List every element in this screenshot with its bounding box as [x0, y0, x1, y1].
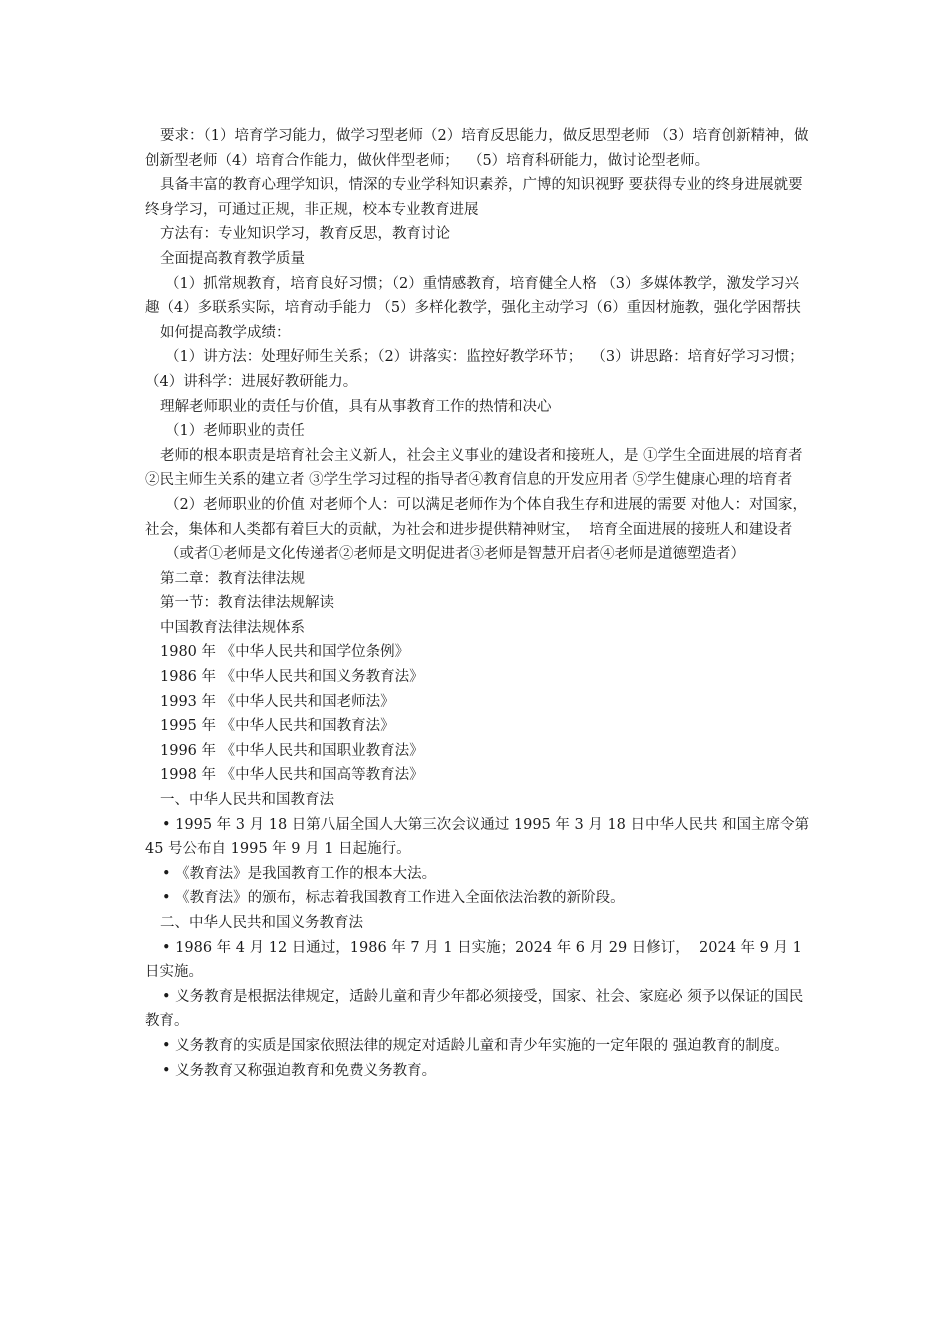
heading-chapter-2: 第二章：教育法律法规: [160, 570, 305, 587]
paragraph-quality-items: （1）抓常规教育，培育良好习惯；（2）重情感教育，培育健全人格 （3）多媒体教学，激发学习兴趣（4）多联系实际，培育动手能力 （5）多样化教学，强化主动学习（6）重因材施教，强化学困帮扶: [145, 275, 801, 317]
paragraph-responsibility: 老师的根本职责是培育社会主义新人，社会主义事业的建设者和接班人，是 ①学生全面进展的培育者②民主师生关系的建立者 ③学生学习过程的指导者④教育信息的开发应用者 ⑤学生健康心理的培育者: [145, 447, 803, 489]
bullet-item: • 《教育法》是我国教育工作的根本大法。: [162, 865, 437, 882]
heading-quality: 全面提高教育教学质量: [160, 250, 305, 267]
bullet-item: • 义务教育的实质是国家依照法律的规定对适龄儿童和青少年实施的一定年限的 强迫教育的制度。: [162, 1037, 789, 1054]
law-item: 1986 年 《中华人民共和国义务教育法》: [160, 669, 424, 686]
paragraph-value: （2）老师职业的价值 对老师个人：可以满足老师作为个体自我生存和进展的需要 对他人：对国家，社会，集体和人类都有着巨大的贡献，为社会和进步提供精神财宝， 培育全面进展的接班人和建设者: [145, 496, 807, 538]
bullet-item: • 1995 年 3 月 18 日第八届全国人大第三次会议通过 1995 年 3 月 18 日中华人民共 和国主席令第 45 号公布自 1995 年 9 月 1 日起施行。: [145, 816, 814, 858]
heading-compulsory-education-law: 二、中华人民共和国义务教育法: [160, 915, 363, 931]
paragraph-improve-items: （1）讲方法：处理好师生关系；（2）讲落实：监控好教学环节； （3）讲思路：培育好学习习惯；（4）讲科学：进展好教研能力。: [145, 349, 804, 390]
heading-education-law: 一、中华人民共和国教育法: [160, 792, 334, 809]
law-item: 1980 年 《中华人民共和国学位条例》: [160, 644, 410, 661]
document-page: [145, 124, 814, 1083]
paragraph-methods: 方法有：专业知识学习，教育反思，教育讨论: [160, 226, 450, 243]
law-item: 1998 年 《中华人民共和国高等教育法》: [160, 767, 424, 784]
heading-section-1: 第一节：教育法律法规解读: [160, 595, 334, 612]
law-item: 1996 年 《中华人民共和国职业教育法》: [160, 742, 424, 759]
bullet-item: • 义务教育是根据法律规定，适龄儿童和青少年都必须接受，国家、社会、家庭必 须予以保证的国民教育。: [145, 988, 804, 1030]
paragraph-roles: （或者①老师是文化传递者②老师是文明促进者③老师是智慧开启者④老师是道德塑造者）: [165, 546, 745, 563]
paragraph-requirements: 要求：（1）培育学习能力，做学习型老师（2）培育反思能力，做反思型老师 （3）培育创新精神，做创新型老师（4）培育合作能力，做伙伴型老师； （5）培育科研能力，做讨论型老师。: [145, 128, 809, 169]
heading-responsibility-value: 理解老师职业的责任与价值，具有从事教育工作的热情和决心: [160, 398, 552, 415]
heading-improve-scores: 如何提高教学成绩：: [160, 324, 291, 341]
bullet-item: • 1986 年 4 月 12 日通过，1986 年 7 月 1 日实施；2024 年 6 月 29 日修订， 2024 年 9 月 1 日实施。: [145, 939, 807, 981]
law-item: 1995 年 《中华人民共和国教育法》: [160, 718, 395, 735]
law-item: 1993 年 《中华人民共和国老师法》: [160, 693, 395, 710]
bullet-item: • 《教育法》的颁布，标志着我国教育工作进入全面依法治教的新阶段。: [162, 890, 625, 907]
bullet-item: • 义务教育又称强迫教育和免费义务教育。: [162, 1062, 437, 1079]
heading-law-system: 中国教育法律法规体系: [160, 619, 305, 636]
heading-responsibility: （1）老师职业的责任: [165, 423, 305, 440]
paragraph-knowledge: 具备丰富的教育心理学知识，情深的专业学科知识素养，广博的知识视野 要获得专业的终身进展就要终身学习，可通过正规，非正规，校本专业教育进展: [145, 177, 803, 218]
